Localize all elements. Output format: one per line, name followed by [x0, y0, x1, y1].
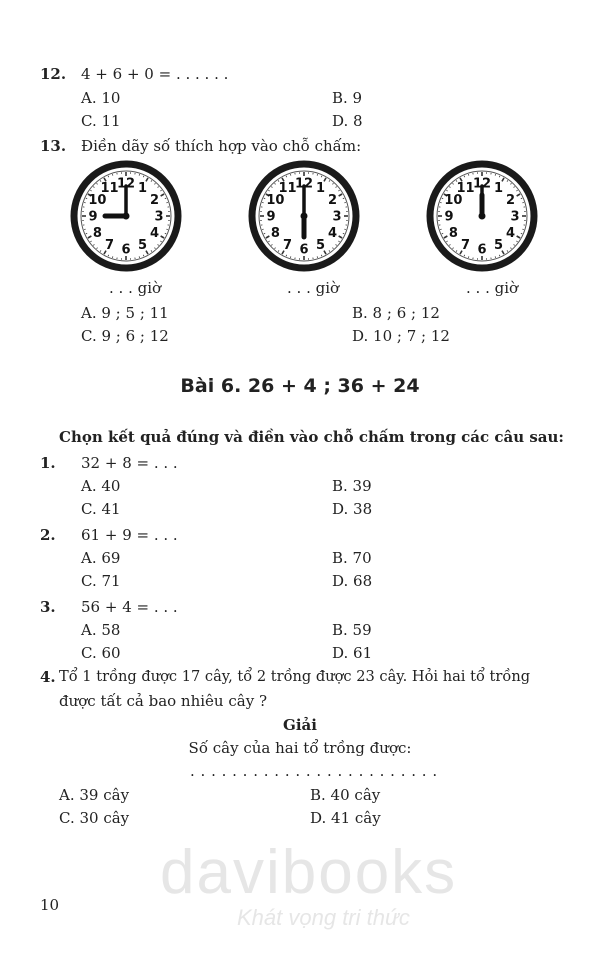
svg-text:6: 6	[299, 242, 309, 258]
svg-text:11: 11	[456, 180, 475, 196]
clock-label: . . . giờ	[287, 279, 340, 297]
option-c: C. 9 ; 6 ; 12	[81, 327, 169, 345]
svg-text:12: 12	[116, 176, 136, 192]
option-b: B. 9	[332, 89, 363, 107]
option-a: A. 69	[81, 549, 121, 567]
svg-text:3: 3	[154, 209, 164, 225]
option-b: B. 70	[332, 549, 372, 567]
svg-text:3: 3	[332, 209, 342, 225]
option-a: A. 40	[81, 477, 121, 495]
option-d: D. 41 cây	[310, 809, 381, 827]
svg-text:11: 11	[100, 180, 119, 196]
svg-text:5: 5	[315, 238, 326, 254]
svg-text:8: 8	[448, 226, 458, 241]
svg-text:4: 4	[150, 226, 160, 241]
option-d: D. 61	[332, 644, 373, 662]
clock-label: . . . giờ	[109, 279, 162, 297]
option-c: C. 11	[81, 112, 121, 130]
svg-text:2: 2	[328, 193, 338, 208]
word-problem-line: Tổ 1 trồng được 17 cây, tổ 2 trồng được 23 cây. Hỏi hai tổ trồng	[59, 668, 531, 685]
option-a: A. 10	[81, 89, 121, 107]
svg-text:9: 9	[444, 209, 454, 225]
solution-line: Số cây của hai tổ trồng được:	[188, 739, 412, 757]
svg-text:5: 5	[493, 238, 504, 254]
svg-text:9: 9	[88, 209, 98, 225]
option-b: B. 59	[332, 621, 372, 639]
option-b: B. 39	[332, 477, 372, 495]
svg-text:4: 4	[328, 226, 338, 241]
option-b: B. 8 ; 6 ; 12	[352, 304, 440, 322]
solution-heading: Giải	[283, 716, 317, 734]
svg-text:6: 6	[477, 242, 487, 258]
option-a: A. 58	[81, 621, 121, 639]
svg-text:2: 2	[150, 193, 160, 208]
clock-icon	[426, 160, 538, 272]
svg-text:12: 12	[472, 176, 492, 192]
svg-text:11: 11	[278, 180, 297, 196]
option-c: C. 71	[81, 572, 121, 590]
question-number: 1.	[40, 454, 56, 472]
svg-text:7: 7	[104, 238, 115, 254]
svg-text:4: 4	[506, 226, 516, 241]
svg-text:7: 7	[460, 238, 471, 254]
section-instruction: Chọn kết quả đúng và điền vào chỗ chấm trong các câu sau:	[59, 428, 564, 446]
question-expression: 61 + 9 = . . .	[81, 526, 178, 544]
svg-text:7: 7	[282, 238, 293, 254]
svg-text:10: 10	[444, 193, 463, 208]
svg-text:6: 6	[121, 242, 131, 258]
question-number: 3.	[40, 598, 56, 616]
question-number: 13.	[40, 137, 67, 155]
svg-text:10: 10	[88, 193, 107, 208]
option-c: C. 41	[81, 500, 121, 518]
option-d: D. 68	[332, 572, 373, 590]
question-expression: 56 + 4 = . . .	[81, 598, 178, 616]
watermark-tagline: Khát vọng tri thức	[237, 905, 410, 930]
question-number: 2.	[40, 526, 56, 544]
question-number: 4.	[40, 668, 56, 686]
svg-text:1: 1	[315, 180, 326, 196]
option-c: C. 60	[81, 644, 121, 662]
option-d: D. 10 ; 7 ; 12	[352, 327, 450, 345]
question-expression: 32 + 8 = . . .	[81, 454, 178, 472]
question-expression: 4 + 6 + 0 = . . . . . .	[81, 65, 229, 83]
svg-text:9: 9	[266, 209, 276, 225]
section-title: Bài 6. 26 + 4 ; 36 + 24	[180, 375, 420, 397]
svg-text:10: 10	[266, 193, 285, 208]
svg-text:1: 1	[137, 180, 148, 196]
watermark-logo: davibooks	[160, 838, 458, 907]
option-c: C. 30 cây	[59, 809, 130, 827]
svg-text:8: 8	[92, 226, 102, 241]
svg-text:12: 12	[294, 176, 314, 192]
clock-label: . . . giờ	[466, 279, 519, 297]
svg-text:5: 5	[137, 238, 148, 254]
option-d: D. 8	[332, 112, 363, 130]
option-a: A. 39 cây	[59, 786, 130, 804]
svg-text:1: 1	[493, 180, 504, 196]
page-number: 10	[40, 896, 60, 914]
question-number: 12.	[40, 65, 67, 83]
clock-icon	[70, 160, 182, 272]
option-b: B. 40 cây	[310, 786, 381, 804]
option-d: D. 38	[332, 500, 373, 518]
svg-text:8: 8	[270, 226, 280, 241]
clock-icon	[248, 160, 360, 272]
word-problem-line: được tất cả bao nhiêu cây ?	[59, 692, 267, 710]
question-prompt: Điền dãy số thích hợp vào chỗ chấm:	[81, 137, 362, 155]
svg-text:2: 2	[506, 193, 516, 208]
answer-blank: . . . . . . . . . . . . . . . . . . . . . . . .	[190, 762, 438, 780]
option-a: A. 9 ; 5 ; 11	[81, 304, 169, 322]
svg-text:3: 3	[510, 209, 520, 225]
